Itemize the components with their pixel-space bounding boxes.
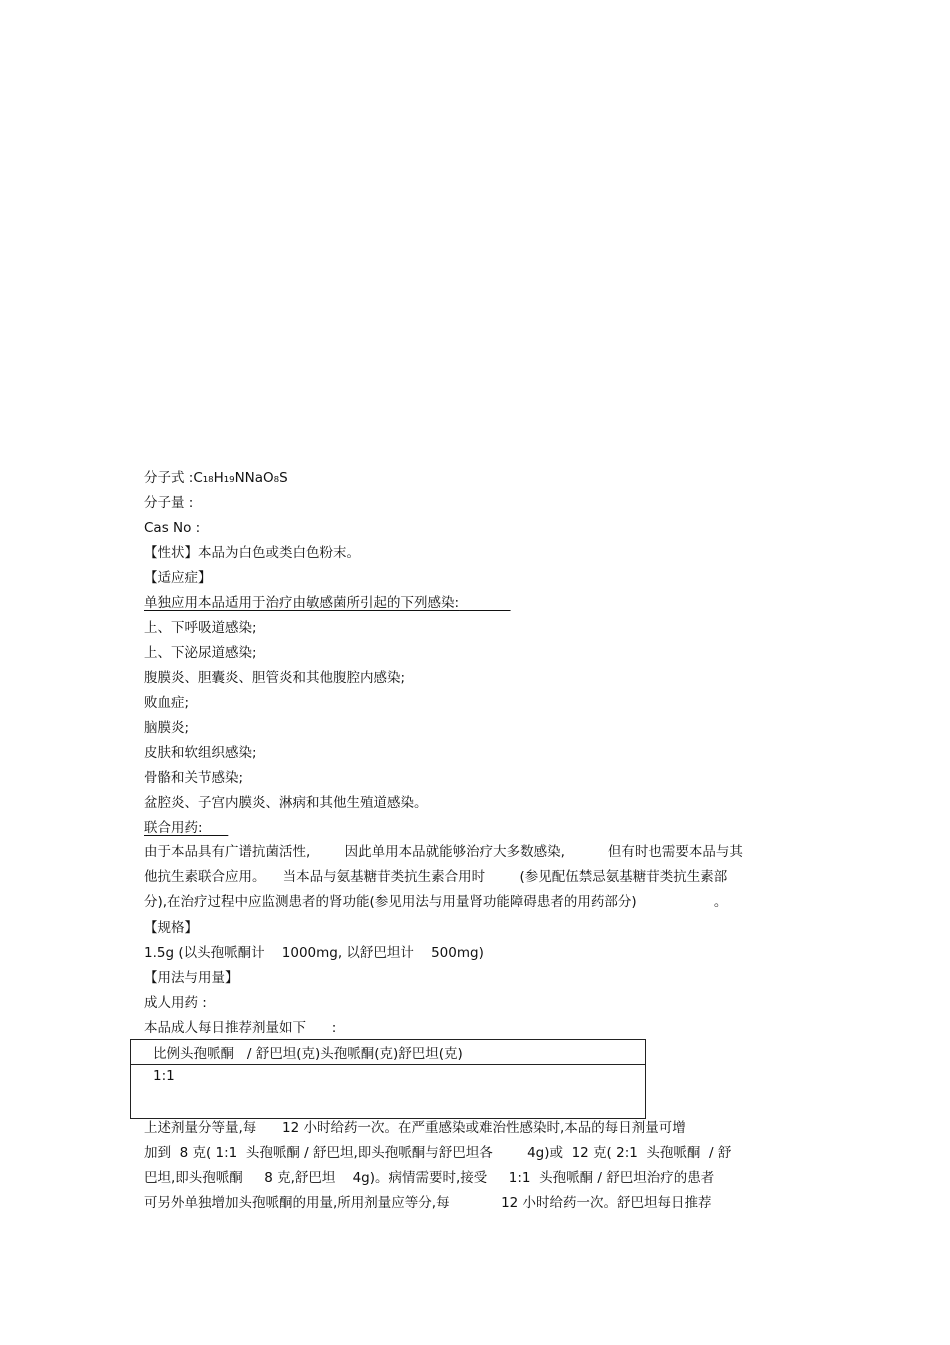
infection-item: 腹膜炎、胆囊炎、胆管炎和其他腹腔内感染; <box>144 670 406 686</box>
infection-item: 上、下呼吸道感染; <box>144 620 257 636</box>
spec-text: 1.5g (以头孢哌酮计 1000mg, 以舒巴坦计 500mg) <box>144 945 484 961</box>
combination-heading: 联合用药: <box>144 820 203 836</box>
infection-item: 骨骼和关节感染; <box>144 770 244 786</box>
dosage-table <box>130 1039 646 1119</box>
cas-number-line: Cas No : <box>144 520 201 536</box>
infection-item: 败血症; <box>144 695 190 711</box>
dosage-paragraph <box>144 1116 809 1216</box>
infection-item: 皮肤和软组织感染; <box>144 745 257 761</box>
molecular-weight-line: 分子量 : <box>144 495 194 511</box>
paragraph-line: 他抗生素联合应用。 当本品与氨基糖苷类抗生素合用时 (参见配伍禁忌氨基糖苷类抗生素部 <box>144 869 728 885</box>
infection-item: 上、下泌尿道感染; <box>144 645 257 661</box>
infection-item: 盆腔炎、子宫内膜炎、淋病和其他生殖道感染。 <box>144 795 428 811</box>
paragraph-line: 由于本品具有广谱抗菌活性, 因此单用本品就能够治疗大多数感染, 但有时也需要本品与其 <box>144 844 743 860</box>
mono-use-heading: 单独应用本品适用于治疗由敏感菌所引起的下列感染: <box>144 595 460 611</box>
adult-heading: 成人用药 : <box>144 995 207 1011</box>
table-row <box>131 1065 646 1119</box>
combination-paragraph <box>144 840 809 915</box>
table-cell: 1:1 <box>131 1065 646 1119</box>
paragraph-line: 可另外单独增加头孢哌酮的用量,所用剂量应等分,每 12 小时给药一次。舒巴坦每日推荐 <box>144 1195 712 1211</box>
paragraph-line: 分),在治疗过程中应监测患者的肾功能(参见用法与用量肾功能障碍患者的用药部分) 。 <box>144 894 728 910</box>
paragraph-line: 加到 8 克( 1:1 头孢哌酮 / 舒巴坦,即头孢哌酮与舒巴坦各 4g)或 12 克( 2:1 头孢哌酮 / 舒 <box>144 1145 732 1161</box>
infection-item: 脑膜炎; <box>144 720 190 736</box>
indications-heading: 【适应症】 <box>144 570 212 586</box>
properties-line: 【性状】本品为白色或类白色粉末。 <box>144 545 360 561</box>
dose-intro: 本品成人每日推荐剂量如下 : <box>144 1020 337 1036</box>
usage-heading: 【用法与用量】 <box>144 970 239 986</box>
spec-heading: 【规格】 <box>144 920 198 936</box>
table-header-row <box>131 1040 646 1065</box>
formula-line: 分子式 :C₁₈H₁₉NNaO₈S <box>144 470 288 486</box>
paragraph-line: 上述剂量分等量,每 12 小时给药一次。在严重感染或难治性感染时,本品的每日剂量可增 <box>144 1120 686 1136</box>
table-header-cell: 比例头孢哌酮 / 舒巴坦(克)头孢哌酮(克)舒巴坦(克) <box>131 1040 646 1065</box>
paragraph-line: 巴坦,即头孢哌酮 8 克,舒巴坦 4g)。病情需要时,接受 1:1 头孢哌酮 / 舒巴坦治疗的患者 <box>144 1170 715 1186</box>
